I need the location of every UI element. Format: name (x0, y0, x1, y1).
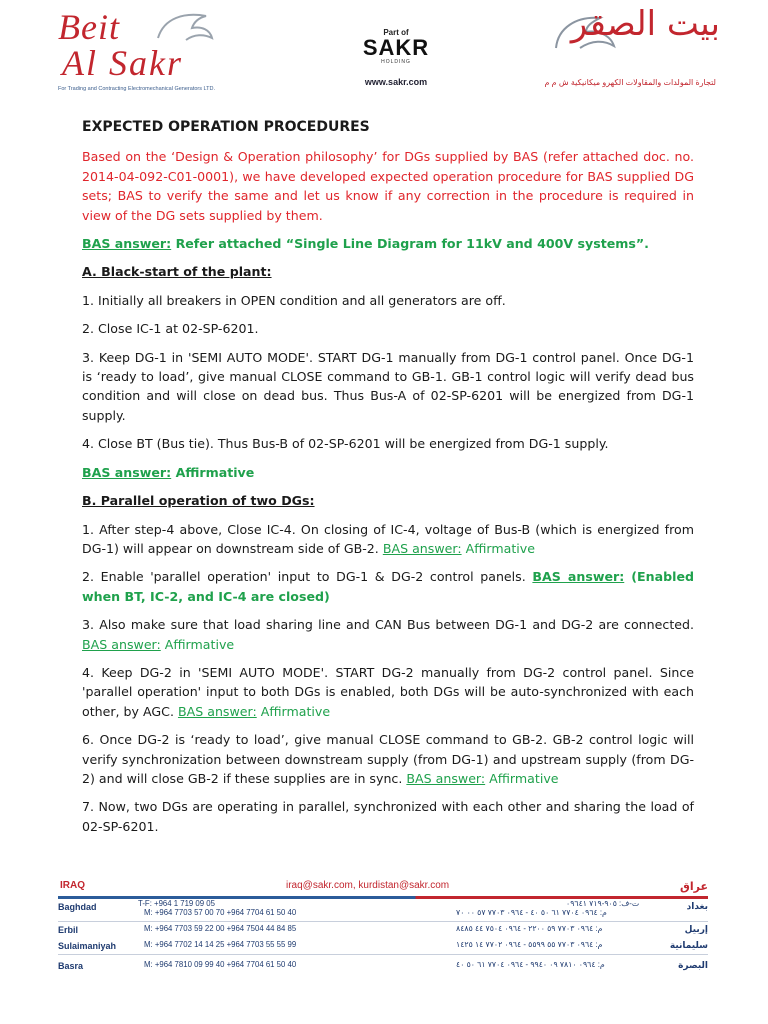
step-a1: 1. Initially all breakers in OPEN condition and all generators are off. (82, 292, 506, 308)
bas-answer-label: BAS answer: (82, 636, 161, 652)
bas-answer-label: BAS answer: (382, 540, 462, 556)
step-a3: 3. Keep DG-1 in 'SEMI AUTO MODE'. START DG-1 manually from DG-1 control panel. Once DG-1 is ‘ready to load’, give manual CLOSE command to GB-1. GB-1 control logic will verify dead bus condition and will close on dead bus. Thus Bus-A of 02-SP-6201 will be energized from DG-1 supply. (82, 349, 694, 423)
office-city-arabic: إربيل (684, 924, 708, 934)
bas-answer-label: BAS answer: (82, 236, 172, 252)
office-phone-line: M: +964 7703 59 22 00 +964 7504 44 84 85 (144, 924, 297, 933)
step-b2 (82, 567, 694, 606)
letterhead-header (0, 0, 768, 100)
office-phone-line: M: +964 7702 14 14 25 +964 7703 55 55 99 (144, 940, 297, 949)
step-b2-answer: (Enabled when BT, IC-2, and IC-4 are closed) (82, 569, 694, 604)
logo-text-al-sakr: Al Sakr (62, 43, 183, 83)
step-b3 (82, 615, 694, 654)
office-phones (138, 899, 296, 917)
section-b-heading: B. Parallel operation of two DGs: (82, 493, 315, 509)
letterhead-footer (58, 874, 708, 975)
section-a-heading: A. Black-start of the plant: (82, 264, 272, 280)
website-link[interactable]: www.sakr.com (364, 77, 428, 87)
office-city: Baghdad (58, 902, 97, 912)
office-row-sulaimaniyah (58, 938, 708, 954)
sakr-holding-logo: SAKR (362, 35, 430, 60)
intro-paragraph: Based on the ‘Design & Operation philosophy’ for DGs supplied by BAS (refer attached doc. no. 2014-04-092-C01-0001), we have developed expected operation procedure for BAS supplied DG sets; BAS to verify the same and let us know if any correction in the procedure is required in view of the DG sets supplied by them. (82, 149, 694, 223)
office-phone-line: T-F: +964 1 719 09 05 (138, 899, 215, 908)
office-row-basra (58, 955, 708, 975)
arabic-logo-tagline: لتجارة المولدات والمقاولات الكهرو ميكانيكية ش م م (544, 78, 716, 87)
office-city-arabic: البصرة (678, 960, 708, 970)
logo-text-beit: Beit (58, 7, 120, 47)
step-b6-text: 6. Once DG-2 is ‘ready to load’, give manual CLOSE command to GB-2. GB-2 control logic will verify synchronization between downstream supply (from DG-1) and upstream supply (from DG-2) and will close GB-2 if these supplies are in sync. (82, 732, 694, 786)
bas-answer-label: BAS answer: (406, 770, 486, 786)
step-a2: 2. Close IC-1 at 02-SP-6201. (82, 321, 259, 337)
office-phones-arabic (456, 899, 639, 917)
office-phone-line: M: +964 7810 09 99 40 +964 7704 61 50 40 (144, 960, 297, 969)
office-city: Sulaimaniyah (58, 941, 117, 951)
step-b1-answer: Affirmative (461, 540, 535, 556)
step-b6 (82, 730, 694, 788)
document-body (82, 118, 694, 836)
office-phone-line-arabic: م: ٠٩٦٤ ٧٧٠٣ ٥٩ ٢٢٠٠ - ٠٩٦٤ ٧٥٠٤ ٤٤ ٨٤٨٥ (456, 924, 603, 933)
holding-label: HOLDING (381, 59, 411, 65)
arabic-logo-text: بيت الصقر (570, 4, 720, 44)
step-b4-answer: Affirmative (256, 703, 331, 719)
group-logo-block (336, 28, 456, 87)
step-b4 (82, 663, 694, 721)
section-a-answer-text: Affirmative (171, 464, 255, 480)
page-title: EXPECTED OPERATION PROCEDURES (82, 119, 370, 135)
step-b2-text: 2. Enable 'parallel operation' input to DG-1 & DG-2 control panels. (82, 569, 533, 585)
office-phone-line-arabic: م: ٠٩٦٤ ٧٨١٠ ٠٩ ٩٩٤٠ - ٠٩٦٤ ٧٧٠٤ ٦١ ٥٠ ٤٠ (456, 960, 605, 969)
bas-answer-label: BAS answer: (532, 569, 625, 585)
office-phone-line: M: +964 7703 57 00 70 +964 7704 61 50 40 (144, 908, 297, 917)
footer-top-row (58, 874, 708, 896)
footer-emails[interactable]: iraq@sakr.com, kurdistan@sakr.com (286, 880, 450, 891)
section-a-answer (82, 463, 694, 482)
intro-answer (82, 234, 694, 253)
office-phone-line-arabic: م: ٠٩٦٤ ٧٧٠٤ ٦١ ٥٠ ٤٠ - ٠٩٦٤ ٧٧٠٣ ٥٧ ٠٠ ٧٠ (456, 908, 607, 917)
office-row-erbil (58, 922, 708, 938)
step-b1 (82, 520, 694, 559)
step-b3-answer: Affirmative (160, 636, 235, 652)
arabic-logo (540, 4, 720, 94)
footer-country-arabic: عراق (680, 881, 708, 893)
bas-answer-label: BAS answer: (82, 464, 172, 480)
footer-country: IRAQ (60, 880, 85, 891)
office-city-arabic: سليمانية (669, 940, 708, 950)
step-b1-text: 1. After step-4 above, Close IC-4. On closing of IC-4, voltage of Bus-B (which is energized from DG-1) will appear on downstream side of GB-2. (82, 521, 694, 556)
step-b6-answer: Affirmative (485, 770, 559, 786)
intro-answer-text: Refer attached “Single Line Diagram for 11kV and 400V systems”. (171, 236, 649, 252)
step-b3-text: 3. Also make sure that load sharing line and CAN Bus between DG-1 and DG-2 are connected. (82, 617, 694, 633)
step-b7: 7. Now, two DGs are operating in parallel, synchronized with each other and sharing the load of 02-SP-6201. (82, 799, 694, 834)
step-a4: 4. Close BT (Bus tie). Thus Bus-B of 02-SP-6201 will be energized from DG-1 supply. (82, 436, 609, 452)
office-phone-line-arabic: ت-ف: ٩٠٥-٧١٩ ٠٩٦٤١ (566, 899, 640, 908)
office-city-arabic: بغداد (686, 901, 708, 911)
part-of-label: Part of (383, 28, 409, 37)
step-b4-text: 4. Keep DG-2 in 'SEMI AUTO MODE'. START DG-2 manually from DG-2 control panel. Since 'parallel operation' input to both DGs is enabled, both DGs will be auto-synchronized with each other, by AGC. (82, 664, 694, 719)
logo-tagline: For Trading and Contracting Electromechanical Generators LTD. (58, 86, 216, 92)
office-row-baghdad (58, 899, 708, 921)
office-city: Erbil (58, 925, 79, 935)
office-phone-line-arabic: م: ٠٩٦٤ ٧٧٠٣ ٥٥ ٥٥٩٩ - ٠٩٦٤ ٧٧٠٢ ١٤ ١٤٢٥ (456, 940, 603, 949)
beit-al-sakr-logo (58, 6, 258, 92)
office-city: Basra (58, 961, 84, 971)
bas-answer-label: BAS answer: (177, 703, 257, 719)
